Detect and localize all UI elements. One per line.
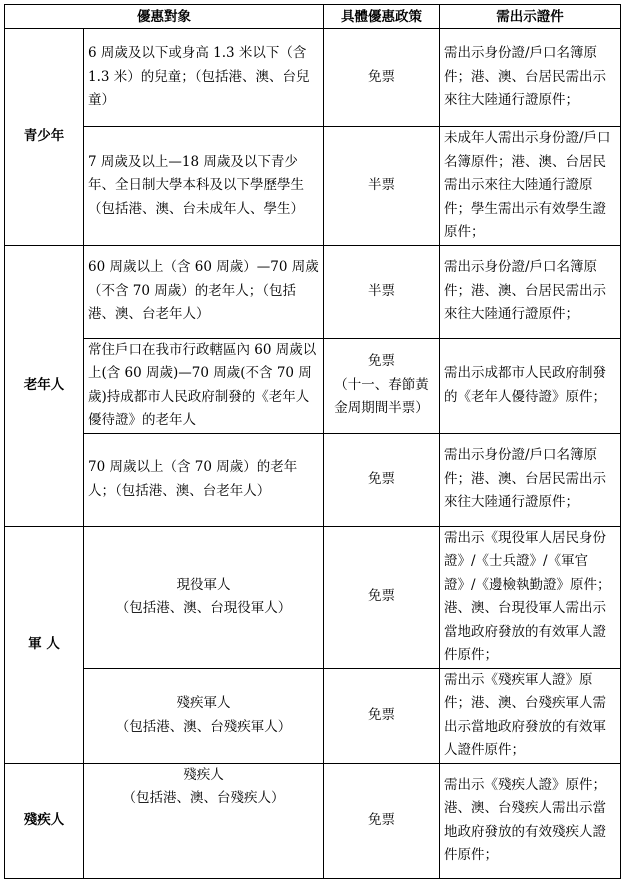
target-cell: 6 周歲及以下或身高 1.3 米以下（含 1.3 米）的兒童；（包括港、澳、台兒童） (84, 29, 324, 127)
target-cell: 70 周歲以上（含 70 周歲）的老年人；（包括港、澳、台老年人） (84, 433, 324, 526)
category-cell: 老年人 (5, 245, 84, 526)
docs-cell: 需出示《殘疾軍人證》原件；港、澳、台殘疾軍人需出示當地政府發放的有效軍人證件原件； (440, 668, 621, 763)
docs-cell: 需出示《現役軍人居民身份證》/《士兵證》/《軍官證》/《邊檢執勤證》原件；港、澳、台現役軍人需出示當地政府發放的有效軍人證件原件； (440, 526, 621, 668)
docs-main: 需出示《殘疾人證》原件； (444, 776, 606, 793)
category-cell: 殘疾人 (5, 763, 84, 878)
target-main: 殘疾軍人 (176, 695, 231, 711)
target-main: 現役軍人 (176, 576, 231, 593)
table-row (5, 763, 621, 878)
discount-policy-table (4, 4, 621, 879)
docs-cell: 需出示身份證/戶口名簿原件；港、澳、台居民需出示來往大陸通行證原件； (440, 245, 621, 338)
docs-cell: 需出示身份證/戶口名簿原件；港、澳、台居民需出示來往大陸通行證原件； (440, 29, 621, 127)
policy-cell: 半票 (324, 245, 440, 338)
table-row (5, 526, 621, 668)
docs-second: 港、澳、台殘疾人需出示當地政府發放的有效殘疾人證件原件； (444, 800, 606, 863)
target-cell (84, 526, 324, 668)
policy-cell: 免票 (324, 668, 440, 763)
docs-cell (440, 763, 621, 878)
policy-cell: 免票 (324, 29, 440, 127)
table-row (5, 127, 621, 246)
header-target: 優惠對象 (5, 5, 324, 29)
target-note: （包括港、澳、台現役軍人） (115, 600, 292, 616)
docs-cell: 需出示成都市人民政府制發的《老年人優待證》原件； (440, 338, 621, 433)
target-cell: 常住戶口在我市行政轄區內 60 周歲以上(含 60 周歲)—70 周歲(不含 70 周歲)持成都市人民政府制發的《老年人優待證》的老年人 (84, 338, 324, 433)
policy-cell: 半票 (324, 127, 440, 246)
docs-cell: 未成年人需出示身份證/戶口名簿原件；港、澳、台居民需出示來往大陸通行證原件；學生需出示有效學生證原件； (440, 127, 621, 246)
header-policy: 具體優惠政策 (324, 5, 440, 29)
target-cell (84, 668, 324, 763)
table-row (5, 338, 621, 433)
header-docs: 需出示證件 (440, 5, 621, 29)
docs-cell: 需出示身份證/戶口名簿原件；港、澳、台居民需出示來往大陸通行證原件； (440, 433, 621, 526)
policy-cell: 免票 (324, 526, 440, 668)
table-row (5, 668, 621, 763)
category-cell: 軍 人 (5, 526, 84, 763)
target-note: （包括港、澳、台殘疾軍人） (115, 718, 292, 735)
target-cell: 60 周歲以上（含 60 周歲）—70 周歲（不含 70 周歲）的老年人；（包括港、澳、台老年人） (84, 245, 324, 338)
table-row (5, 433, 621, 526)
table-row (5, 29, 621, 127)
target-main: 殘疾人 (183, 766, 224, 783)
policy-cell: 免票 (324, 433, 440, 526)
policy-note: （十一、春節黃金周期間半票） (334, 376, 429, 417)
target-cell: 7 周歲及以上—18 周歲及以下青少年、全日制大學本科及以下學歷學生（包括港、澳、台未成年人、學生） (84, 127, 324, 246)
target-cell (84, 763, 324, 878)
header-row (5, 5, 621, 29)
category-cell: 青少年 (5, 29, 84, 246)
policy-main: 免票 (368, 353, 395, 370)
policy-cell (324, 338, 440, 433)
policy-cell: 免票 (324, 763, 440, 878)
target-note: （包括港、澳、台殘疾人） (122, 790, 285, 806)
table-row (5, 245, 621, 338)
